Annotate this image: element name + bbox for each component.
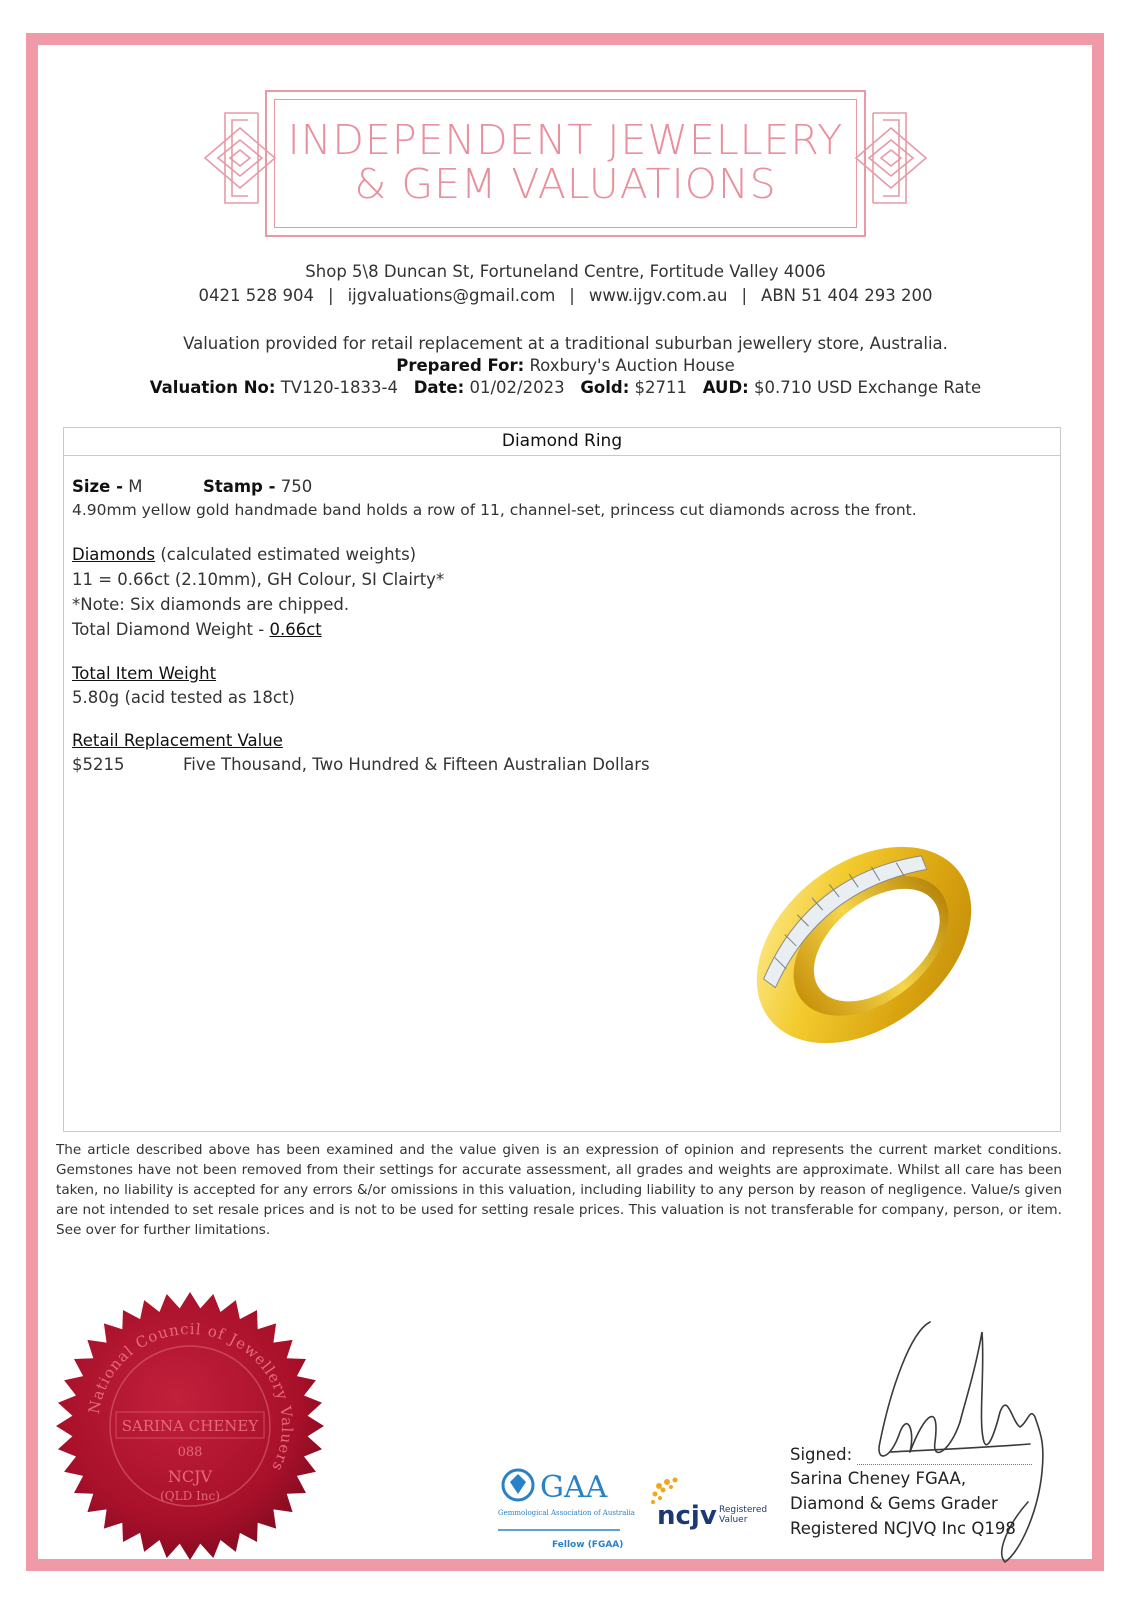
item-description: 4.90mm yellow gold handmade band holds a row of 11, channel-set, princess cut diamonds across the front. (72, 501, 917, 519)
total-diamond-weight-line (72, 620, 322, 639)
total-diamond-label: Total Diamond Weight - (72, 620, 265, 639)
ncjv-wax-seal (50, 1286, 330, 1566)
date-label: Date: (413, 378, 465, 397)
size-label: Size - (72, 477, 123, 496)
exchange-rate: $0.710 USD Exchange Rate (754, 378, 982, 397)
seal-org-sub: (QLD Inc) (160, 1489, 220, 1503)
signer-registration: Registered NCJVQ Inc Q198 (790, 1519, 1016, 1538)
retail-value-heading-text: Retail Replacement Value (72, 731, 283, 750)
gold-label: Gold: (580, 378, 630, 397)
gaa-badge (498, 1458, 633, 1558)
diamonds-note: *Note: Six diamonds are chipped. (72, 595, 350, 614)
ring-photo (724, 800, 1004, 1090)
prepared-for-value: Roxbury's Auction House (529, 356, 735, 375)
signed-label: Signed: (790, 1445, 853, 1464)
retail-value-amount: $5215 (72, 755, 125, 774)
valuation-number-label: Valuation No: (149, 378, 276, 397)
diamonds-detail: 11 = 0.66ct (2.10mm), GH Colour, SI Clairty* (72, 570, 445, 589)
seal-number: 088 (177, 1445, 203, 1460)
ncjv-text: ncjv (657, 1501, 717, 1531)
total-diamond-value: 0.66ct (269, 620, 322, 639)
aud-label: AUD: (702, 378, 749, 397)
ncjv-badge (645, 1470, 785, 1540)
gold-price: $2711 (634, 378, 688, 397)
stamp-label: Stamp - (202, 477, 276, 496)
signer-title: Diamond & Gems Grader (790, 1494, 998, 1513)
gaa-fellow: Fellow (FGAA) (552, 1540, 624, 1550)
ncjv-registered: Registered (719, 1505, 768, 1515)
retail-value-heading (72, 731, 283, 750)
logo-line-2: & GEM VALUATIONS (354, 160, 777, 208)
seal-name: SARINA CHENEY (121, 1417, 259, 1435)
retail-value-words: Five Thousand, Two Hundred & Fifteen Australian Dollars (183, 755, 650, 774)
diamonds-heading-line (72, 545, 416, 564)
item-weight-heading-text: Total Item Weight (72, 664, 217, 683)
contact-line: 0421 528 904 | ijgvaluations@gmail.com | www.ijgv.com.au | ABN 51 404 293 200 (198, 286, 933, 305)
valuation-date: 01/02/2023 (469, 378, 565, 397)
abn: ABN 51 404 293 200 (761, 286, 933, 305)
gaa-subtext: Gemmological Association of Australia (498, 1509, 635, 1517)
stamp-value: 750 (280, 477, 313, 496)
disclaimer-text: The article described above has been examined and the value given is an expression of opinion and represents the current market conditions. Gemstones have not been removed from their settings for accurate assessment, all grades and weights are approximate. Whilst all care has been taken, no liability is accepted for any errors &/or omissions in this valuation, including liability to any person by reason of negligence. Value/s given are not intended to set resale prices and is not to be used for setting resale prices. This valuation is not transferable for company, person, or item. See over for further limitations. (56, 1142, 1062, 1238)
logo-art-deco-ornaments (0, 0, 1131, 260)
logo-line-1: INDEPENDENT JEWELLERY (287, 116, 844, 164)
gaa-text: GAA (540, 1470, 608, 1505)
email: ijgvaluations@gmail.com (347, 286, 556, 305)
item-title: Diamond Ring (64, 428, 1060, 456)
size-value: M (128, 477, 143, 496)
valuation-details-line (0, 378, 1131, 397)
phone: 0421 528 904 (198, 286, 315, 305)
signer-name: Sarina Cheney FGAA, (790, 1469, 967, 1488)
diamonds-heading: Diamonds (72, 545, 156, 564)
diamonds-subheading: (calculated estimated weights) (160, 545, 417, 564)
item-weight-value: 5.80g (acid tested as 18ct) (72, 688, 295, 707)
seal-ring-text: National Council of Jewellery Valuers (84, 1319, 297, 1475)
shop-address: Shop 5\8 Duncan St, Fortuneland Centre, Fortitude Valley 4006 (305, 262, 826, 281)
seal-org: NCJV (167, 1467, 213, 1486)
website: www.ijgv.com.au (588, 286, 728, 305)
ncjv-valuer: Valuer (719, 1515, 748, 1525)
prepared-for-line (0, 356, 1131, 375)
valuation-number: TV120-1833-4 (280, 378, 398, 397)
item-weight-heading (72, 664, 216, 683)
retail-value-line (72, 755, 650, 774)
valuation-purpose: Valuation provided for retail replacement at a traditional suburban jewellery store, Australia. (183, 334, 948, 353)
size-stamp-line (72, 477, 312, 496)
signature-line (857, 1464, 1032, 1465)
prepared-for-label: Prepared For: (396, 356, 525, 375)
